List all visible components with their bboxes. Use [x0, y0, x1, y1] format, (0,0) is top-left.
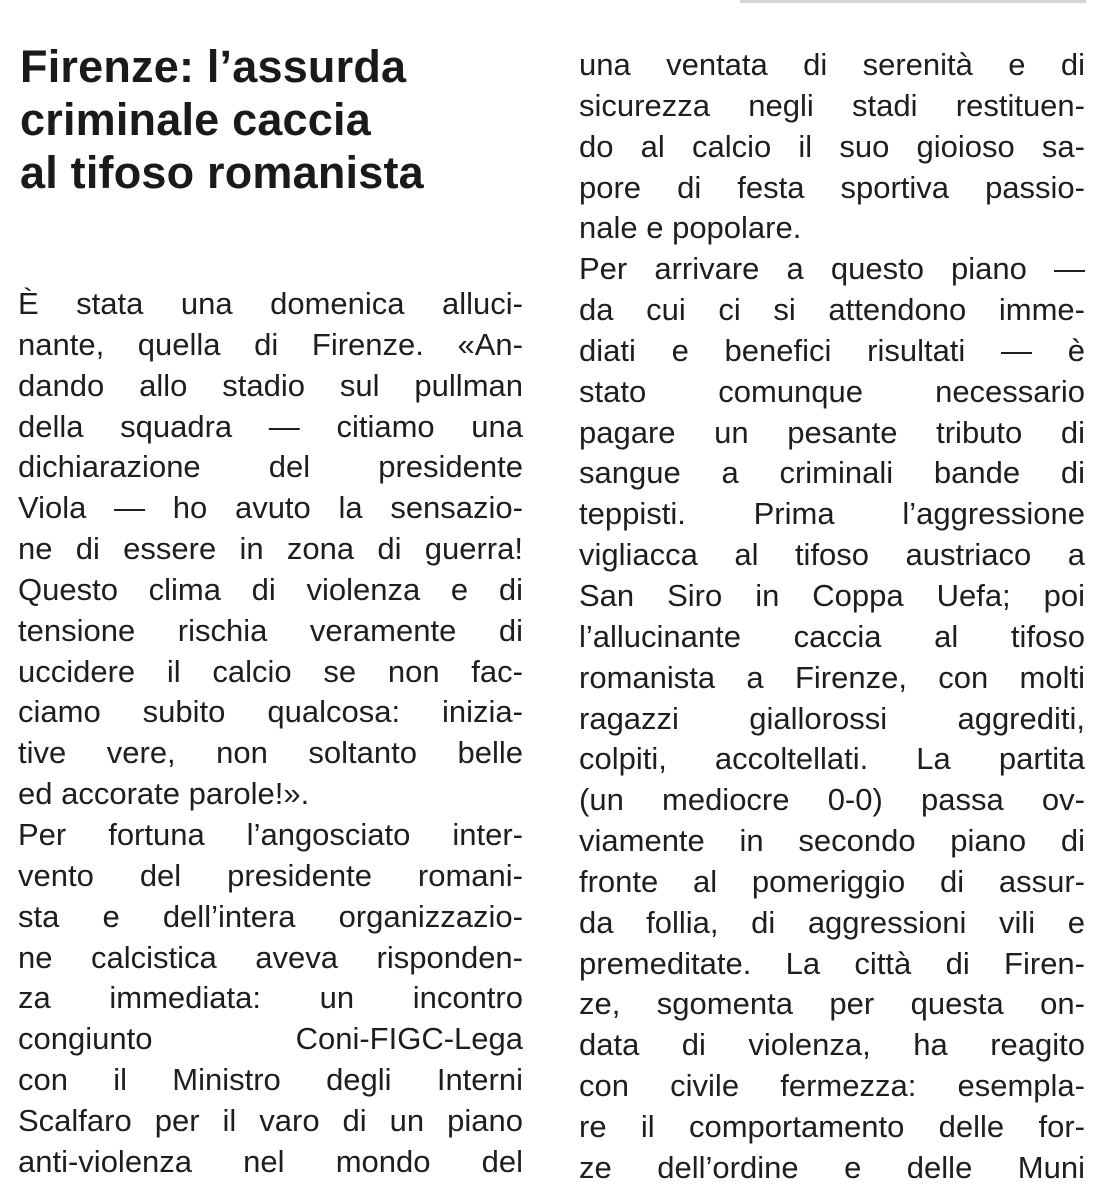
- text-line: do al calcio il suo gioioso sa-: [579, 128, 1085, 164]
- text-line: ciamo subito qualcosa: inizia-: [18, 694, 523, 730]
- top-divider: [740, 0, 1086, 3]
- text-line: ed accorate parole!».: [18, 776, 310, 812]
- text-line: anti-violenza nel mondo del: [18, 1143, 523, 1179]
- text-line: viamente in secondo piano di: [579, 823, 1085, 859]
- text-line: premeditate. La città di Firen-: [579, 945, 1085, 981]
- text-line: Viola — ho avuto la sensazio-: [18, 490, 523, 526]
- text-line: Per fortuna l’angosciato inter-: [18, 816, 523, 852]
- text-line: fronte al pomeriggio di assur-: [579, 863, 1085, 899]
- text-line: San Siro in Coppa Uefa; poi: [579, 577, 1085, 613]
- text-line: una ventata di serenità e di: [579, 47, 1085, 82]
- text-line: romanista a Firenze, con molti: [579, 659, 1085, 695]
- text-line: Per arrivare a questo piano —: [579, 251, 1085, 287]
- text-line: vento del presidente romani-: [18, 857, 523, 893]
- headline-line: criminale caccia: [20, 94, 371, 145]
- text-line: l’allucinante caccia al tifoso: [579, 618, 1085, 654]
- text-line: con civile fermezza: esempla-: [579, 1068, 1085, 1104]
- text-line: da cui ci si attendono imme-: [579, 292, 1085, 328]
- text-line: ze dell’ordine e delle Muni: [579, 1149, 1085, 1185]
- text-line: ne calcistica aveva risponden-: [18, 939, 523, 975]
- text-line: Questo clima di violenza e di: [18, 571, 523, 607]
- text-line: ze, sgomenta per questa on-: [579, 986, 1085, 1022]
- text-line: stato comunque necessario: [579, 373, 1085, 409]
- text-line: tensione rischia veramente di: [18, 612, 523, 648]
- text-line: colpiti, accoltellati. La partita: [579, 741, 1085, 777]
- headline-line: Firenze: l’assurda: [20, 41, 407, 92]
- article-column-right: [579, 45, 1085, 1189]
- text-line: za immediata: un incontro: [18, 980, 523, 1016]
- text-line: diati e benefici risultati — è: [579, 332, 1085, 368]
- text-line: congiunto Coni-FIGC-Lega: [18, 1021, 523, 1057]
- text-line: sangue a criminali bande di: [579, 455, 1085, 491]
- article-column-left: [18, 284, 523, 1183]
- text-line: della squadra — citiamo una: [18, 408, 523, 444]
- headline-line: al tifoso romanista: [20, 147, 424, 198]
- text-line: uccidere il calcio se non fac-: [18, 653, 523, 689]
- text-line: sicurezza negli stadi restituen-: [579, 87, 1085, 123]
- text-line: tive vere, non soltanto belle: [18, 735, 523, 771]
- text-line: nale e popolare.: [579, 210, 802, 246]
- text-line: vigliacca al tifoso austriaco a: [579, 537, 1085, 573]
- text-line: nante, quella di Firenze. «An-: [18, 326, 523, 362]
- text-line: dichiarazione del presidente: [18, 449, 523, 485]
- text-line: con il Ministro degli Interni: [18, 1062, 523, 1098]
- text-line: ragazzi giallorossi aggrediti,: [579, 700, 1085, 736]
- text-line: teppisti. Prima l’aggressione: [579, 496, 1085, 532]
- text-line: dando allo stadio sul pullman: [18, 367, 523, 403]
- text-line: pore di festa sportiva passio-: [579, 169, 1085, 205]
- text-line: pagare un pesante tributo di: [579, 414, 1085, 450]
- text-line: Scalfaro per il varo di un piano: [18, 1102, 523, 1138]
- text-line: (un mediocre 0-0) passa ov-: [579, 782, 1085, 818]
- text-line: È stata una domenica alluci-: [18, 286, 523, 321]
- text-line: data di violenza, ha reagito: [579, 1027, 1085, 1063]
- text-line: ne di essere in zona di guerra!: [18, 531, 523, 567]
- text-line: re il comportamento delle for-: [579, 1108, 1085, 1144]
- text-line: sta e dell’intera organizzazio-: [18, 898, 523, 934]
- article-headline: [20, 40, 540, 199]
- text-line: da follia, di aggressioni vili e: [579, 904, 1085, 940]
